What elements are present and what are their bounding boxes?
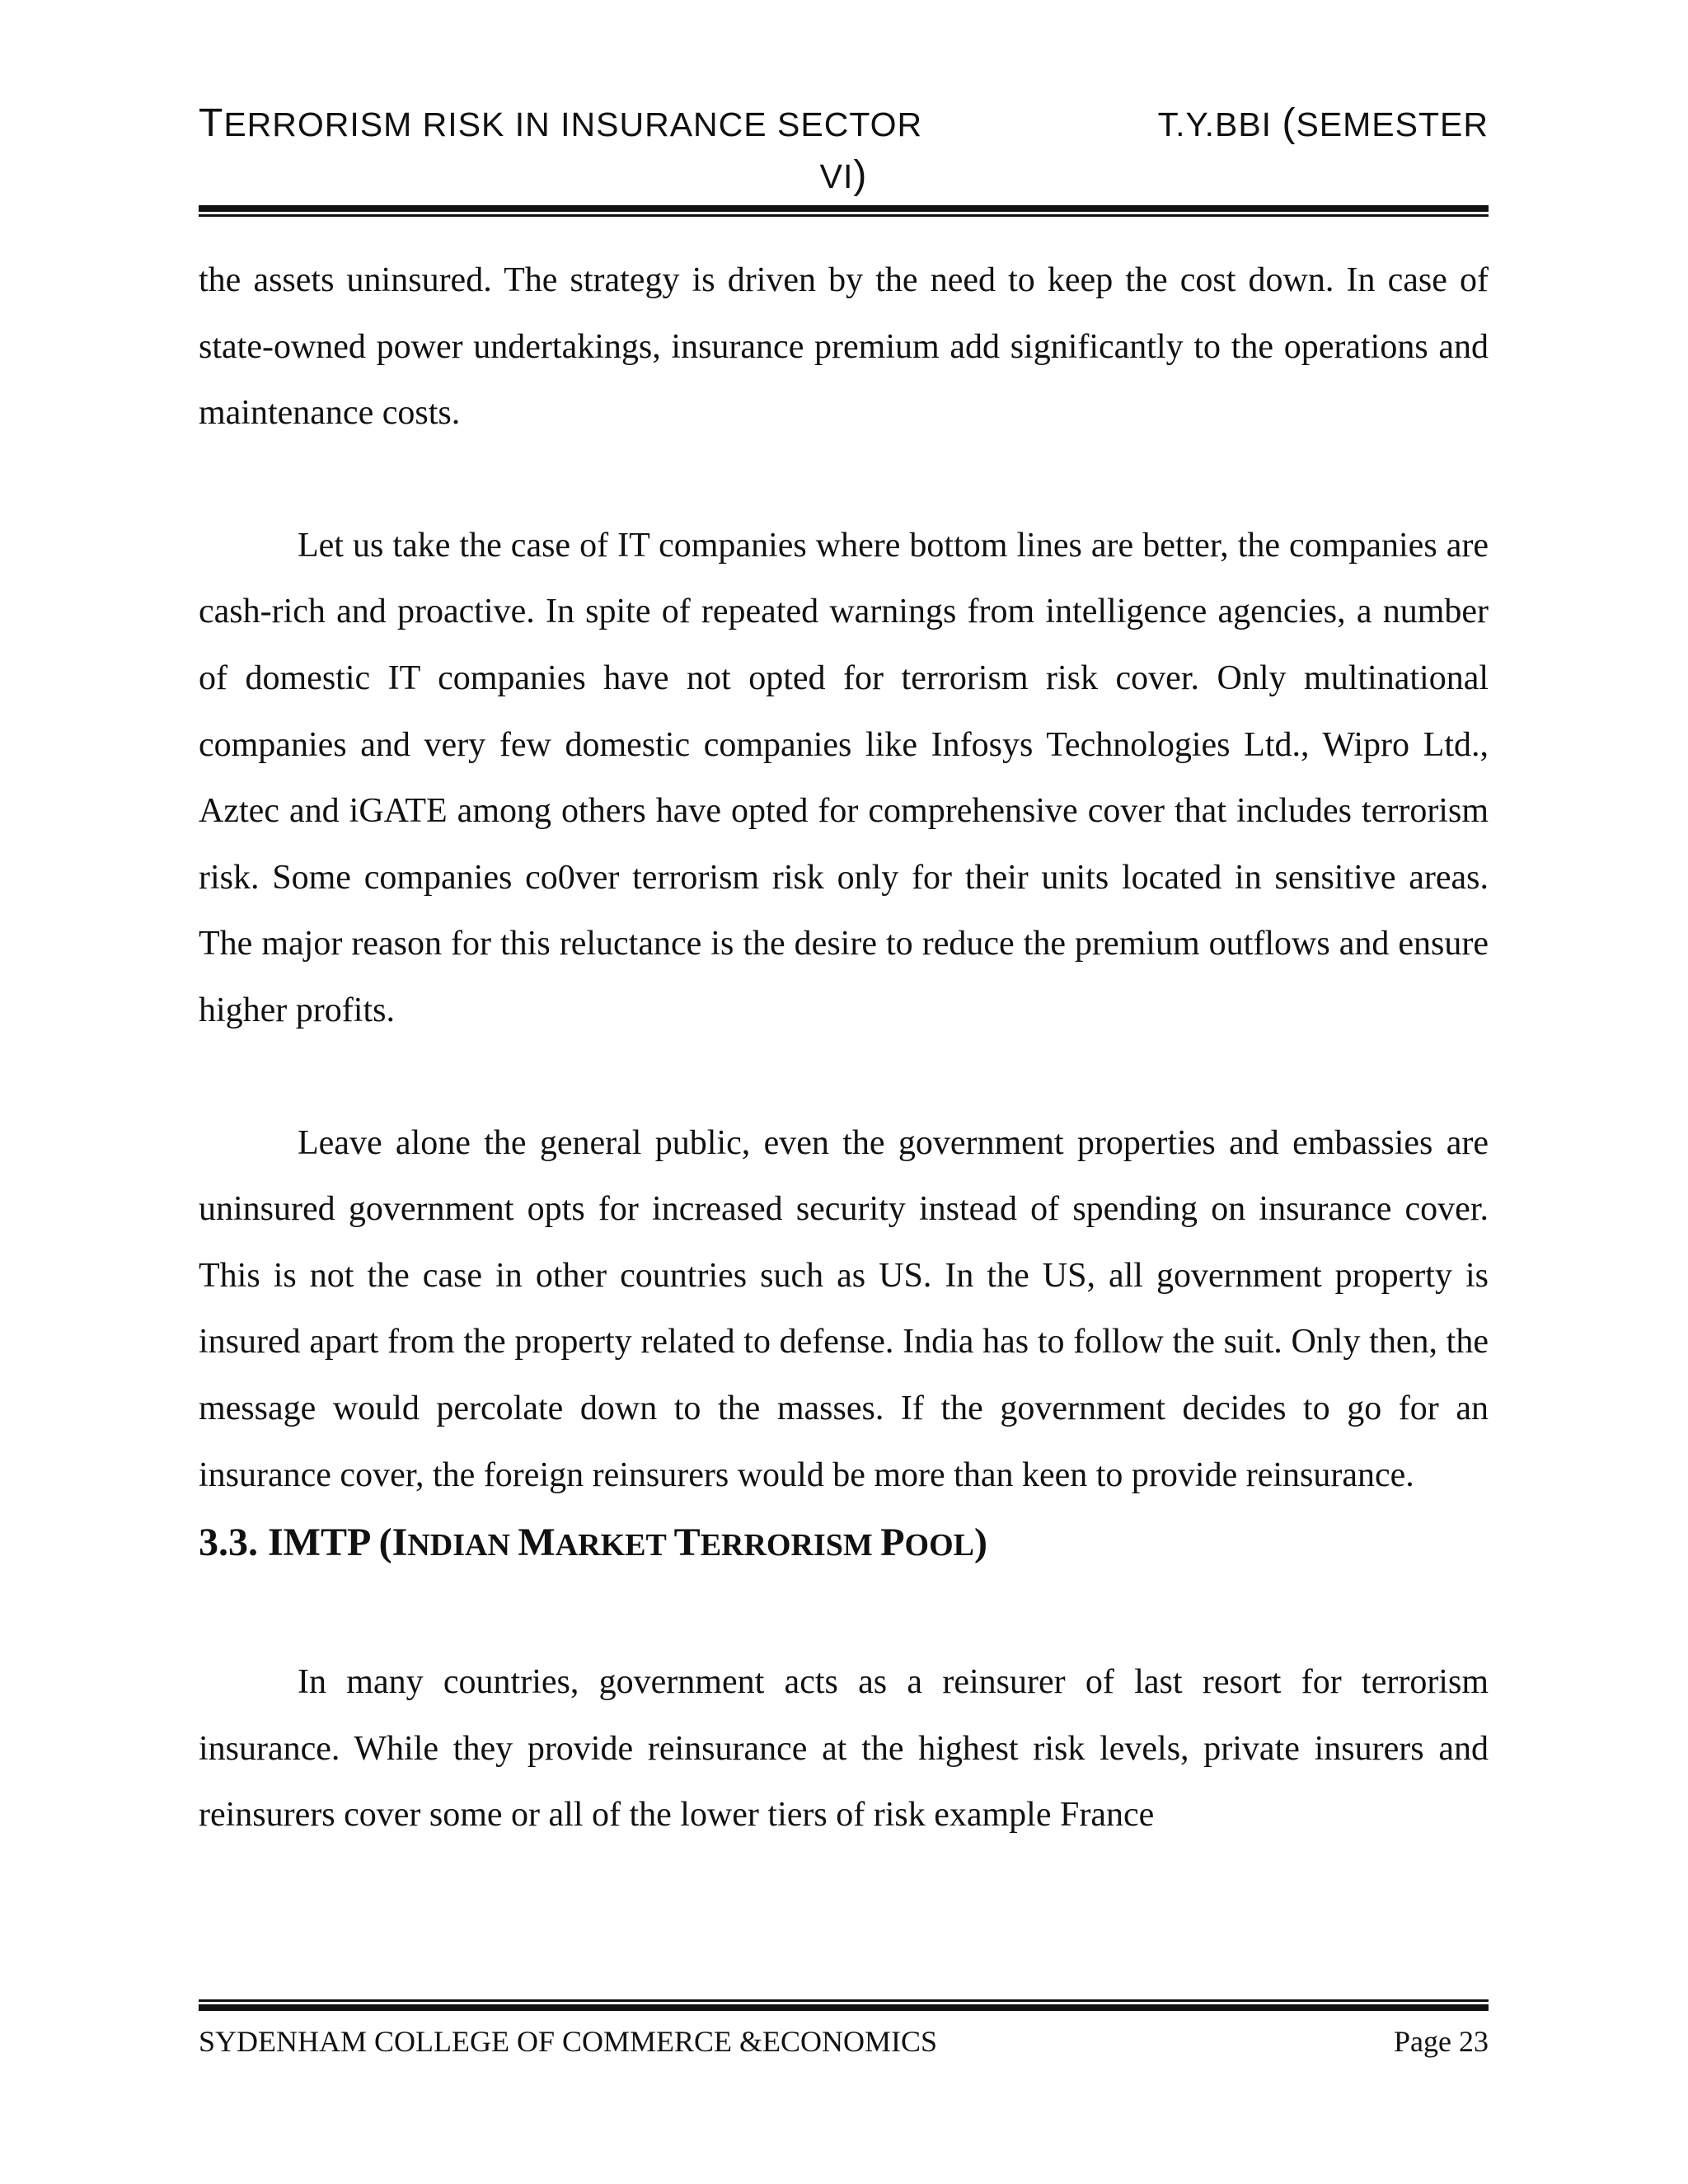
page-header	[199, 103, 1489, 218]
page-body	[199, 247, 1489, 1849]
footer-college: SYDENHAM COLLEGE OF COMMERCE &ECONOMICS	[199, 2025, 938, 2058]
paragraph-2: Let us take the case of IT companies where bottom lines are better, the companies are cash-rich and proactive. In spite of repeated warnings from intelligence agencies, a number of domestic IT companies have not opted for terrorism risk cover. Only multinational companies and very few domestic companies like Infosys Technologies Ltd., Wipro Ltd., Aztec and iGATE among others have opted for comprehensive cover that includes terrorism risk. Some companies co0ver terrorism risk only for their units located in sensitive areas. The major reason for this reluctance is the desire to reduce the premium outflows and ensure higher profits.	[199, 526, 1489, 1029]
footer-rule	[199, 1999, 1489, 2011]
paragraph-1: the assets uninsured. The strategy is driven by the need to keep the cost down. In case of state-owned power undertakings, insurance premium add significantly to the operations and maintenance costs.	[199, 261, 1489, 433]
header-course-wrap: VI)	[819, 153, 868, 197]
page-number: Page 23	[1394, 2025, 1489, 2058]
section-heading: 3.3. IMTP (INDIAN MARKET TERRORISM POOL)	[199, 1521, 987, 1565]
paragraph-3: Leave alone the general public, even the government properties and embassies are uninsured government opts for increased security instead of spending on insurance cover. This is not the case in other countries such as US. In the US, all government property is insured apart from the property related to defense. India has to follow the suit. Only then, the message would percolate down to the masses. If the government decides to go for an insurance cover, the foreign reinsurers would be more than keen to provide reinsurance.	[199, 1123, 1489, 1494]
header-title: TERRORISM RISK IN INSURANCE SECTOR	[199, 101, 923, 145]
header-course: T.Y.BBI (SEMESTER	[1157, 101, 1489, 145]
header-rule	[199, 205, 1489, 217]
page-footer	[199, 1999, 1489, 2065]
paragraph-4: In many countries, government acts as a reinsurer of last resort for terrorism insurance. While they provide reinsurance at the highest risk levels, private insurers and reinsurers cover some or all of the lower tiers of risk example France	[199, 1663, 1489, 1835]
